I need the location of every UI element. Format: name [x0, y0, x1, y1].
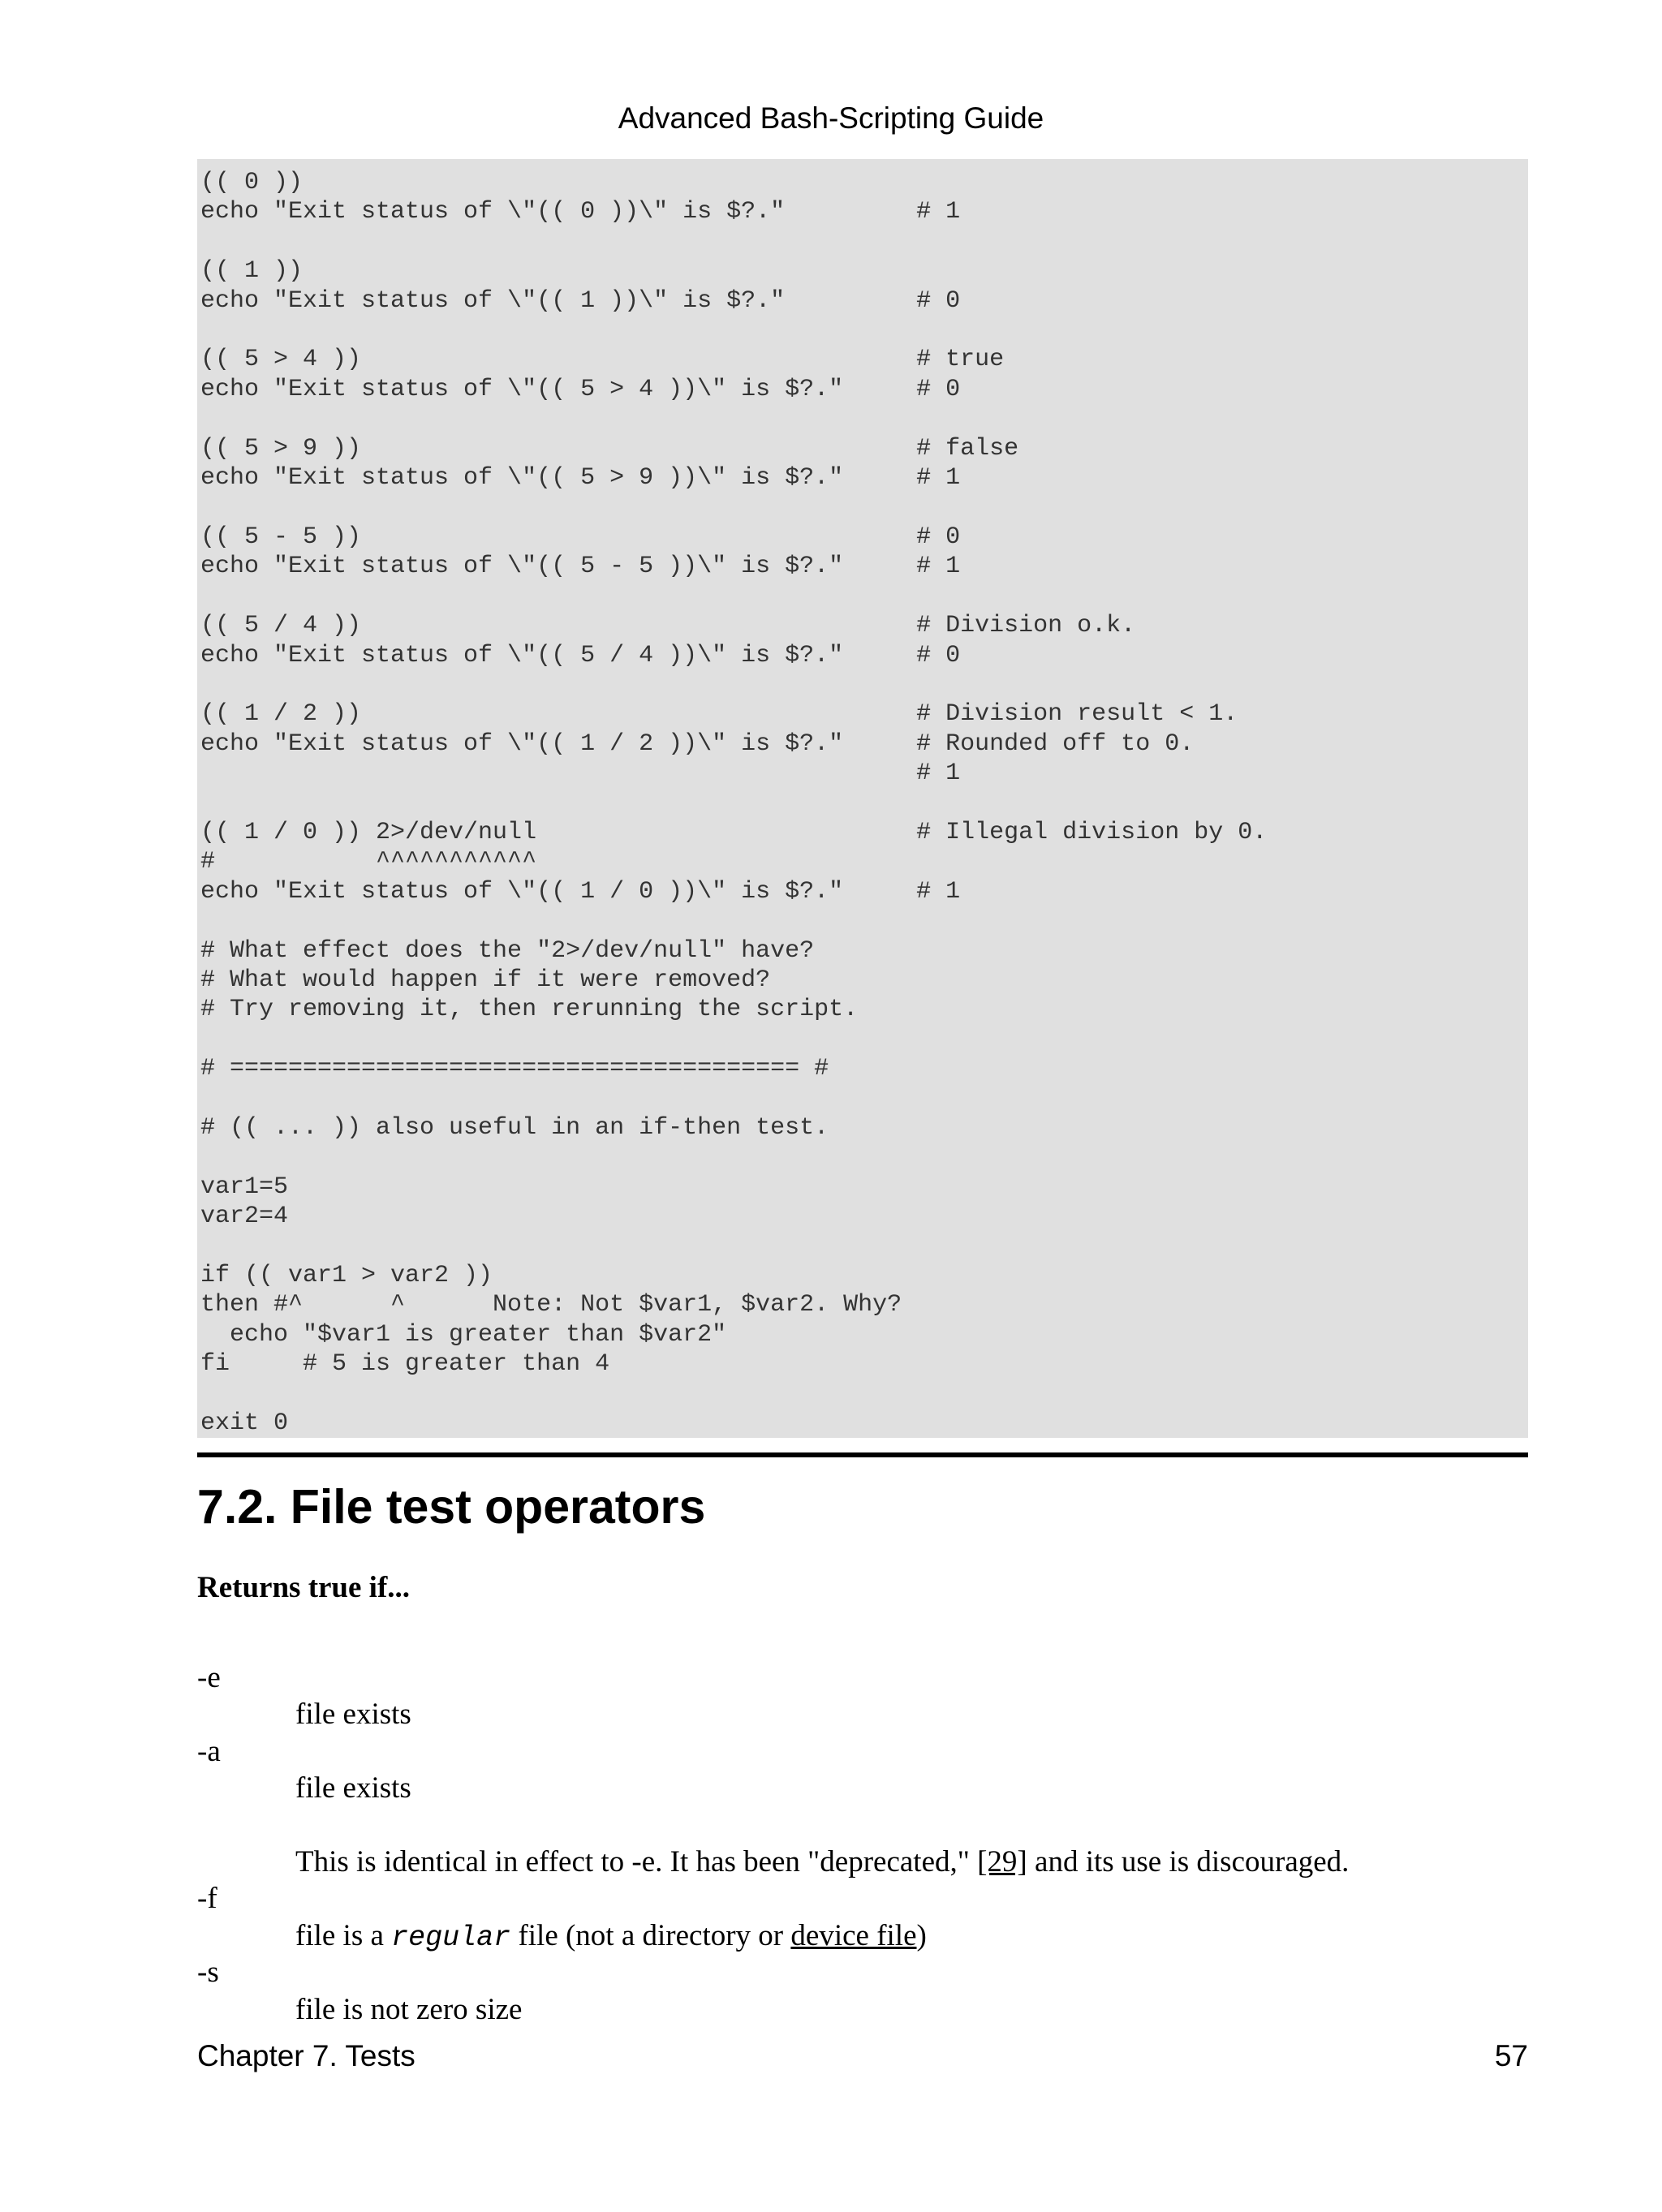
- regular-def-text: file is a: [295, 1919, 392, 1952]
- term-f: -f: [197, 1882, 217, 1915]
- regular-word: regular: [391, 1922, 511, 1954]
- term-e-definition: file exists: [295, 1698, 411, 1731]
- running-header: Advanced Bash-Scripting Guide: [618, 101, 1044, 135]
- footer-chapter: Chapter 7. Tests: [197, 2039, 416, 2072]
- code-listing: (( 0 )) echo "Exit status of \"(( 0 ))\" is $?." # 1 (( 1 )) echo "Exit status of \"(( 1 ))\" is $?." # 0 (( 5 > 4 )) # true echo "Exit status of \"(( 5 > 4 ))\" is $?." # 0 (( 5 > 9 )) # false echo "Exit status of \"(( 5 > 9 ))\" is $?." # 1 (( 5 - 5 )) # 0 echo "Exit status of \"(( 5 - 5 ))\" is $?." # 1 (( 5 / 4 )) # Division o.k. echo "Exit status of \"(( 5 / 4 ))\" is $?." # 0 (( 1 / 2 )) # Division result < 1. echo "Exit status of \"(( 1 / 2 ))\" is $?." # Rounded off to 0. # 1 (( 1 / 0 )) 2>/dev/null # Illegal division by 0. # ^^^^^^^^^^^ echo "Exit status of \"(( 1 / 0 ))\" is $?." # 1 # What effect does the "2>/dev/null" have? # What would happen if it were removed? # Try removing it, then rerunning the script. # ======================================= # # (( ... )) also useful in an if-then test. var1=5 var2=4 if (( var1 > var2 )) then #^ ^ Note: Not $var1, $var2. Why? echo "$var1 is greater than $var2" fi # 5 is greater than 4 exit 0: [200, 169, 1268, 1438]
- term-s-definition: file is not zero size: [295, 1993, 523, 2026]
- section-title: 7.2. File test operators: [197, 1480, 706, 1534]
- returns-true-heading: Returns true if...: [197, 1571, 411, 1604]
- deprecation-text: This is identical in effect to -e. It has been "deprecated,": [295, 1845, 978, 1878]
- term-a-definition: file exists: [295, 1771, 411, 1805]
- term-s: -s: [197, 1956, 219, 1989]
- term-e: -e: [197, 1661, 221, 1694]
- section-divider: [197, 1452, 1528, 1457]
- footnote-link-29[interactable]: [29]: [977, 1845, 1027, 1878]
- footer-page-number: 57: [1494, 2039, 1528, 2072]
- term-a: -a: [197, 1735, 221, 1768]
- code-block: [197, 159, 1528, 1438]
- regular-def-middle: file (not a directory or: [510, 1919, 791, 1952]
- term-f-definition: [295, 1917, 927, 1956]
- regular-def-end: ): [916, 1919, 927, 1952]
- device-file-link[interactable]: device file: [790, 1919, 917, 1952]
- deprecation-note: [295, 1844, 1349, 1881]
- deprecation-text-end: and its use is discouraged.: [1027, 1845, 1350, 1878]
